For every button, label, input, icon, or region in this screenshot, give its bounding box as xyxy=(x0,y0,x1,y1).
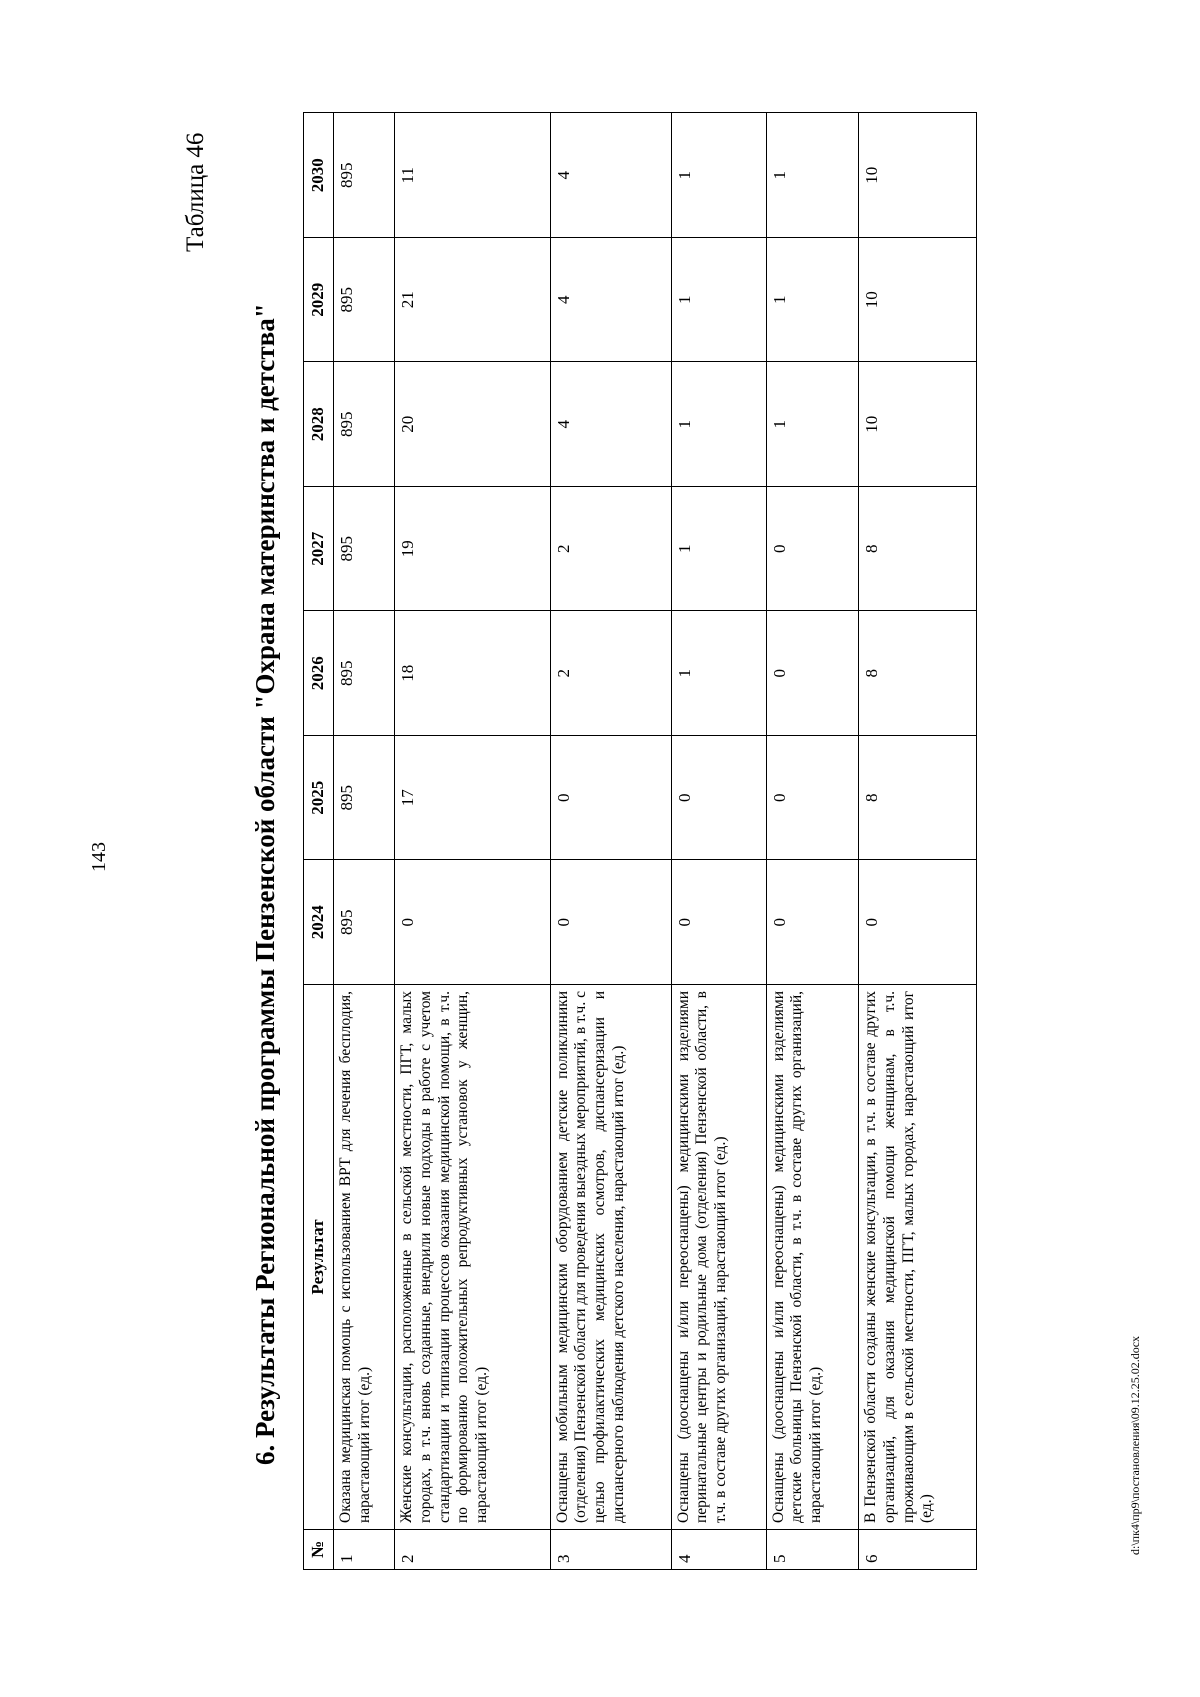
row-value-2026: 1 xyxy=(671,611,766,736)
header-2030: 2030 xyxy=(304,113,334,238)
row-value-2029: 895 xyxy=(334,238,395,363)
row-value-2028: 10 xyxy=(859,362,977,487)
row-value-2026: 8 xyxy=(859,611,977,736)
table-label: Таблица 46 xyxy=(182,132,209,252)
row-result-text: Оснащены (дооснащены и/или переоснащены) медицинскими изделиями детские больницы Пензенской области, в т.ч. в составе других организаций, нарастающий итог (ед.) xyxy=(766,985,859,1530)
row-value-2024: 0 xyxy=(550,860,671,985)
row-value-2029: 1 xyxy=(671,238,766,363)
row-value-2025: 0 xyxy=(766,736,859,861)
row-result-text: В Пензенской области созданы женские консультации, в т.ч. в составе других организаций, для оказания медицинской помощи женщинам, в т.ч. проживающим в сельской местности, ПГТ, малых городах, нарастающий итог (ед.) xyxy=(859,985,977,1530)
table-row xyxy=(395,113,550,1570)
header-2029: 2029 xyxy=(304,238,334,363)
table-row xyxy=(334,113,395,1570)
row-number: 4 xyxy=(671,1530,766,1570)
header-no: № xyxy=(304,1530,334,1570)
header-2027: 2027 xyxy=(304,487,334,612)
row-value-2028: 4 xyxy=(550,362,671,487)
row-value-2024: 0 xyxy=(671,860,766,985)
row-value-2027: 8 xyxy=(859,487,977,612)
row-value-2025: 0 xyxy=(671,736,766,861)
row-value-2030: 1 xyxy=(766,113,859,238)
row-value-2028: 1 xyxy=(671,362,766,487)
row-value-2028: 20 xyxy=(395,362,550,487)
row-value-2027: 1 xyxy=(671,487,766,612)
row-result-text: Женские консультации, расположенные в сельской местности, ПГТ, малых городах, в т.ч. вновь созданные, внедрили новые подходы в работе с учетом стандартизации и типизации процессов оказания медицинской помощи, в т.ч. по формированию положительных репродуктивных установок у женщин, нарастающий итог (ед.) xyxy=(395,985,550,1530)
header-2024: 2024 xyxy=(304,860,334,985)
row-result-text: Оказана медицинская помощь с использованием ВРТ для лечения бесплодия, нарастающий итог (ед.) xyxy=(334,985,395,1530)
row-number: 1 xyxy=(334,1530,395,1570)
header-result: Результат xyxy=(304,985,334,1530)
row-value-2025: 17 xyxy=(395,736,550,861)
results-table xyxy=(303,113,977,1571)
row-value-2028: 1 xyxy=(766,362,859,487)
row-value-2027: 895 xyxy=(334,487,395,612)
row-value-2026: 0 xyxy=(766,611,859,736)
row-number: 3 xyxy=(550,1530,671,1570)
row-value-2028: 895 xyxy=(334,362,395,487)
row-number: 6 xyxy=(859,1530,977,1570)
row-result-text: Оснащены (дооснащены и/или переоснащены) медицинскими изделиями перинатальные центры и родильные дома (отделения) Пензенской области, в т.ч. в составе других организаций, нарастающий итог (ед.) xyxy=(671,985,766,1530)
row-value-2026: 2 xyxy=(550,611,671,736)
row-value-2027: 2 xyxy=(550,487,671,612)
row-value-2024: 895 xyxy=(334,860,395,985)
row-number: 5 xyxy=(766,1530,859,1570)
row-value-2030: 4 xyxy=(550,113,671,238)
row-value-2029: 1 xyxy=(766,238,859,363)
row-value-2030: 1 xyxy=(671,113,766,238)
file-path-footer: d:\пк4\пр9\постановления\09.12.25.02.docx xyxy=(1128,1335,1142,1555)
header-2028: 2028 xyxy=(304,362,334,487)
row-value-2025: 8 xyxy=(859,736,977,861)
row-value-2026: 18 xyxy=(395,611,550,736)
row-value-2029: 21 xyxy=(395,238,550,363)
row-value-2025: 0 xyxy=(550,736,671,861)
section-heading: 6. Результаты Региональной программы Пензенской области "Охрана материнства и детства" xyxy=(250,303,280,1465)
row-value-2024: 0 xyxy=(766,860,859,985)
row-number: 2 xyxy=(395,1530,550,1570)
table-row xyxy=(671,113,766,1570)
header-2025: 2025 xyxy=(304,736,334,861)
row-value-2029: 4 xyxy=(550,238,671,363)
row-value-2030: 11 xyxy=(395,113,550,238)
page-number: 143 xyxy=(88,842,110,872)
row-value-2024: 0 xyxy=(395,860,550,985)
row-value-2027: 19 xyxy=(395,487,550,612)
row-value-2025: 895 xyxy=(334,736,395,861)
table-row xyxy=(859,113,977,1570)
row-value-2027: 0 xyxy=(766,487,859,612)
row-result-text: Оснащены мобильным медицинским оборудованием детские поликлиники (отделения) Пензенской области для проведения выездных мероприятий, в т.ч. с целью профилактических медицинских осмотров, диспансеризации и диспансерного наблюдения детского населения, нарастающий итог (ед.) xyxy=(550,985,671,1530)
row-value-2026: 895 xyxy=(334,611,395,736)
table-header-row xyxy=(304,113,334,1570)
row-value-2029: 10 xyxy=(859,238,977,363)
table-row xyxy=(766,113,859,1570)
row-value-2024: 0 xyxy=(859,860,977,985)
row-value-2030: 895 xyxy=(334,113,395,238)
header-2026: 2026 xyxy=(304,611,334,736)
results-table-container xyxy=(303,113,977,1570)
table-row xyxy=(550,113,671,1570)
row-value-2030: 10 xyxy=(859,113,977,238)
